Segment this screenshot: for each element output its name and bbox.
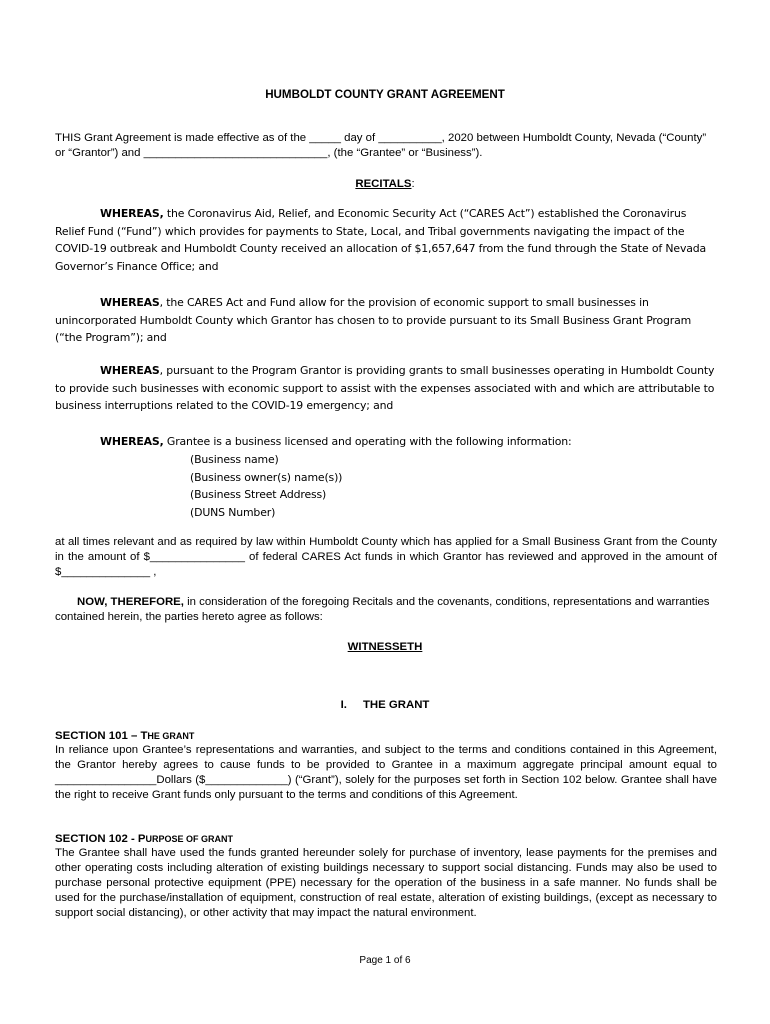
duns-number-field: (DUNS Number) [190,505,276,519]
business-owner-field: (Business owner(s) name(s)) [190,470,343,484]
recitals-heading [0,177,770,192]
witnesseth-heading [0,640,770,655]
whereas-text: , pursuant to the Program Grantor is providing grants to small businesses operating in Humboldt County to provide such businesses with economic support to assist with the expenses associated with and which are attributable to business interruptions related to the COVID-19 emergency; and [55,364,715,413]
whereas-text: , the CARES Act and Fund allow for the provision of economic support to small businesses in unincorporated Humboldt County which Grantor has chosen to to provide pursuant to its Small Business Grant Program (“the Program”); and [55,296,692,345]
section-number: I. [340,699,347,711]
business-fields [190,451,590,521]
whereas-lead: WHEREAS, [100,435,164,448]
whereas-paragraph-3 [55,362,715,415]
section-101-heading-a: SECTION 101 – T [55,730,148,742]
section-title: THE GRANT [362,699,430,711]
recitals-heading-text: RECITALS [355,178,412,190]
page-number: Page 1 of 6 [359,955,411,966]
section-102-text: The Grantee shall have used the funds granted hereunder solely for purchase of inventory, lease payments for the premises and other operating costs including alteration of existing buildings necessary to support social distancing. Funds may also be used to purchase personal protective equipment (PPE) necessary for the operation of the business in a safe manner. No funds shall be used for the purchase/installation of equipment, construction of real estate, alteration of existing buildings, (except as necessary to support social distancing), or other activity that may impact the natural environment. [55,847,717,919]
whereas-text: Grantee is a business licensed and operating with the following information: [163,435,572,448]
now-therefore-paragraph [55,595,717,625]
document-title: HUMBOLDT COUNTY GRANT AGREEMENT [265,88,505,101]
section-102-heading-a: SECTION 102 - P [55,833,146,845]
whereas-lead: WHEREAS [100,364,160,377]
now-therefore-text: in consideration of the foregoing Recitals and the covenants, conditions, representations and warranties contained herein, the parties hereto agree as follows: [55,596,710,623]
section-102-heading [55,832,233,847]
section-101-heading-b: HE GRANT [147,731,195,741]
whereas-text: the Coronavirus Aid, Relief, and Economic Security Act (“CARES Act”) established the Coronavirus Relief Fund (“Fund”) which provides for payments to State, Local, and Tribal governments navigating the impact of the COVID-19 outbreak and Humboldt County received an allocation of $1,657,647 from the fund through the State of Nevada Governor’s Finance Office; and [55,207,707,273]
section-heading-grant [0,698,770,713]
whereas-paragraph-2 [55,294,715,347]
whereas-paragraph-4 [55,433,715,451]
section-101-heading [55,729,194,744]
recitals-colon: : [411,178,415,190]
business-name-field: (Business name) [190,453,279,466]
witnesseth-text: WITNESSETH [347,641,423,653]
now-therefore-lead: NOW, THEREFORE, [77,596,184,608]
section-101-text: In reliance upon Grantee’s representations and warranties, and subject to the terms and conditions contained in this Agreement, the Grantor hereby agrees to cause funds to be provided to Grantee in a maximum aggregate principal amount equal to ________________Dollars ($_____________) (“Grant”), solely for the purposes set forth in Section 102 below. Grantee shall have the right to receive Grant funds only pursuant to the terms and conditions of this Agreement. [55,744,717,801]
whereas-lead: WHEREAS, [100,207,164,220]
whereas-lead: WHEREAS [100,296,160,309]
business-address-field: (Business Street Address) [190,488,327,502]
applied-paragraph: at all times relevant and as required by law within Humboldt County which has applied for a Small Business Grant from the County in the amount of $_______________ of federal CARES Act funds in which Grantor has reviewed and approved in the amount of $______________ , [55,536,717,578]
intro-paragraph: THIS Grant Agreement is made effective as of the _____ day of __________, 2020 between Humboldt County, Nevada (“County” or “Grantor”) and _____________________________, (the “Grantee” or “Business”). [55,132,707,159]
section-102-heading-b: URPOSE OF GRANT [145,834,234,844]
whereas-paragraph-1 [55,205,715,275]
